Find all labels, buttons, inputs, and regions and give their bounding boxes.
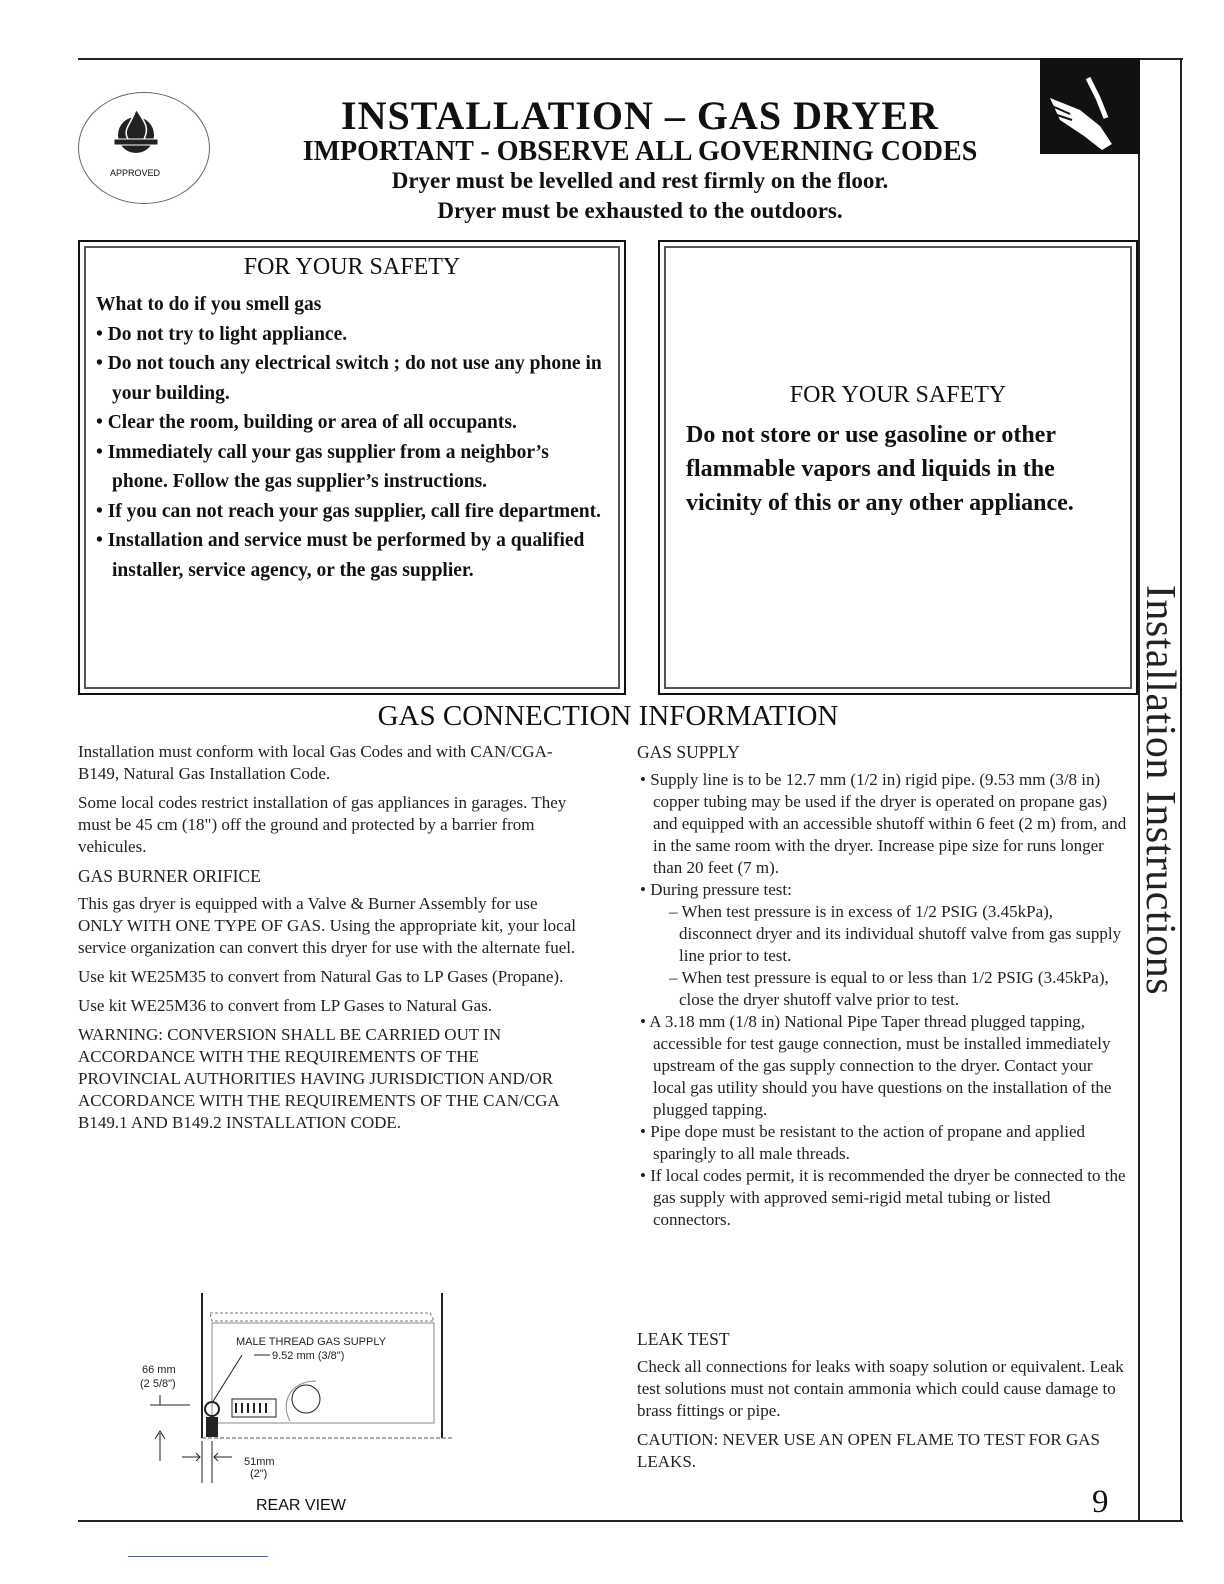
safety-box-body: Do not store or use gasoline or other flammable vapors and liquids in the vicinity of this or any other appliance. <box>686 422 1074 516</box>
list-item: • If local codes permit, it is recommended the dryer be connected to the gas supply with approved semi-rigid metal tubing or listed connectors. <box>640 1166 1126 1229</box>
diagram-label-thread: MALE THREAD GAS SUPPLY <box>236 1336 386 1348</box>
diagram-label-height-in: (2 5/8") <box>140 1378 176 1390</box>
subheading-gas-supply: GAS SUPPLY <box>637 742 740 762</box>
gas-supply-rear-view-diagram <box>120 1293 480 1518</box>
safety-box-heading: FOR YOUR SAFETY <box>789 382 1007 408</box>
section-title: GAS CONNECTION INFORMATION <box>377 700 839 732</box>
logo-label: APPROVED <box>110 168 161 178</box>
diagram-label-width-mm: 51mm <box>244 1456 275 1468</box>
paragraph: This gas dryer is equipped with a Valve & Burner Assembly for use ONLY WITH ONE TYPE OF GAS. Using the appropriate kit, your local service organization can convert this dryer for use with the alternate fuel. <box>78 894 576 957</box>
diagram-label-size: 9.52 mm (3/8") <box>272 1350 345 1362</box>
paragraph: Use kit WE25M35 to convert from Natural Gas to LP Gases (Propane). <box>78 967 564 986</box>
paragraph: Check all connections for leaks with soapy solution or equivalent. Leak test solutions must not contain ammonia which could cause damage to brass fittings or pipe. <box>637 1357 1124 1420</box>
sub-list-item: – When test pressure is equal to or less than 1/2 PSIG (3.45kPa), close the dryer shutoff valve prior to test. <box>669 968 1109 1009</box>
paragraph: Installation must conform with local Gas Codes and with CAN/CGA-B149, Natural Gas Installation Code. <box>78 742 553 783</box>
safety-box-heading: FOR YOUR SAFETY <box>243 254 461 280</box>
leak-test-section <box>637 1328 1127 1480</box>
right-column <box>637 741 1127 1231</box>
sub-list-item: – When test pressure is in excess of 1/2 PSIG (3.45kPa), disconnect dryer and its individual shutoff valve from gas supply line prior to test. <box>669 902 1122 965</box>
warning-paragraph: WARNING: CONVERSION SHALL BE CARRIED OUT IN ACCORDANCE WITH THE REQUIREMENTS OF THE PROVINCIAL AUTHORITIES HAVING JURISDICTION AND/OR ACCORDANCE WITH THE REQUIREMENTS OF THE CAN/CGA B149.1 AND B149.2 INSTALLATION CODE. <box>78 1025 559 1132</box>
side-tab-title: Installation Instructions <box>1137 584 1183 996</box>
safety-item: • If you can not reach your gas supplier, call fire department. <box>96 500 601 522</box>
paragraph: Some local codes restrict installation of gas appliances in garages. They must be 45 cm (18") off the ground and protected by a barrier from vehicules. <box>78 793 567 856</box>
page-number: 9 <box>1092 1484 1109 1520</box>
list-item: • Pipe dope must be resistant to the action of propane and applied sparingly to all male threads. <box>640 1122 1086 1163</box>
top-rule <box>78 58 1183 60</box>
paragraph: Use kit WE25M36 to convert from LP Gases to Natural Gas. <box>78 996 493 1015</box>
safety-box-body <box>96 290 608 585</box>
safety-item: • Installation and service must be performed by a qualified installer, service agency, or the gas supplier. <box>96 530 585 581</box>
safety-item: • Immediately call your gas supplier from a neighbor’s phone. Follow the gas supplier’s instructions. <box>96 441 549 492</box>
safety-item: • Do not touch any electrical switch ; do not use any phone in your building. <box>96 353 602 404</box>
safety-intro: What to do if you smell gas <box>96 294 322 315</box>
subheading-leak-test: LEAK TEST <box>637 1329 730 1349</box>
diagram-caption: REAR VIEW <box>256 1497 346 1514</box>
flame-icon <box>110 105 162 157</box>
page-subtitle: IMPORTANT - OBSERVE ALL GOVERNING CODES <box>302 136 978 167</box>
list-item: • Supply line is to be 12.7 mm (1/2 in) rigid pipe. (9.53 mm (3/8 in) copper tubing may be used if the dryer is operated on propane gas) and equipped with an accessible shutoff within 6 feet (2 m) from, and in the same room with the dryer. Increase pipe size for runs longer than 20 feet (7 m). <box>640 770 1127 877</box>
header-note-2: Dryer must be exhausted to the outdoors. <box>437 198 843 223</box>
page-title: INSTALLATION – GAS DRYER <box>341 93 939 138</box>
list-item: • During pressure test: <box>640 880 792 899</box>
list-item: • A 3.18 mm (1/8 in) National Pipe Taper thread plugged tapping, accessible for test gauge connection, must be installed immediately upstream of the gas supply connection to the dryer. Contact your local gas utility should you have questions on the installation of the plugged tapping. <box>640 1012 1112 1119</box>
safety-item: • Clear the room, building or area of all occupants. <box>96 412 517 433</box>
bottom-rule <box>78 1520 1183 1522</box>
safety-item: • Do not try to light appliance. <box>96 323 348 345</box>
left-column <box>78 741 578 1141</box>
header-note-1: Dryer must be levelled and rest firmly on the floor. <box>391 168 889 193</box>
subheading-orifice: GAS BURNER ORIFICE <box>78 866 261 886</box>
diagram-label-width-in: (2") <box>250 1468 268 1480</box>
footer-link-line <box>128 1556 268 1557</box>
diagram-label-height-mm: 66 mm <box>142 1364 176 1376</box>
caution-paragraph: CAUTION: NEVER USE AN OPEN FLAME TO TEST FOR GAS LEAKS. <box>637 1430 1100 1471</box>
